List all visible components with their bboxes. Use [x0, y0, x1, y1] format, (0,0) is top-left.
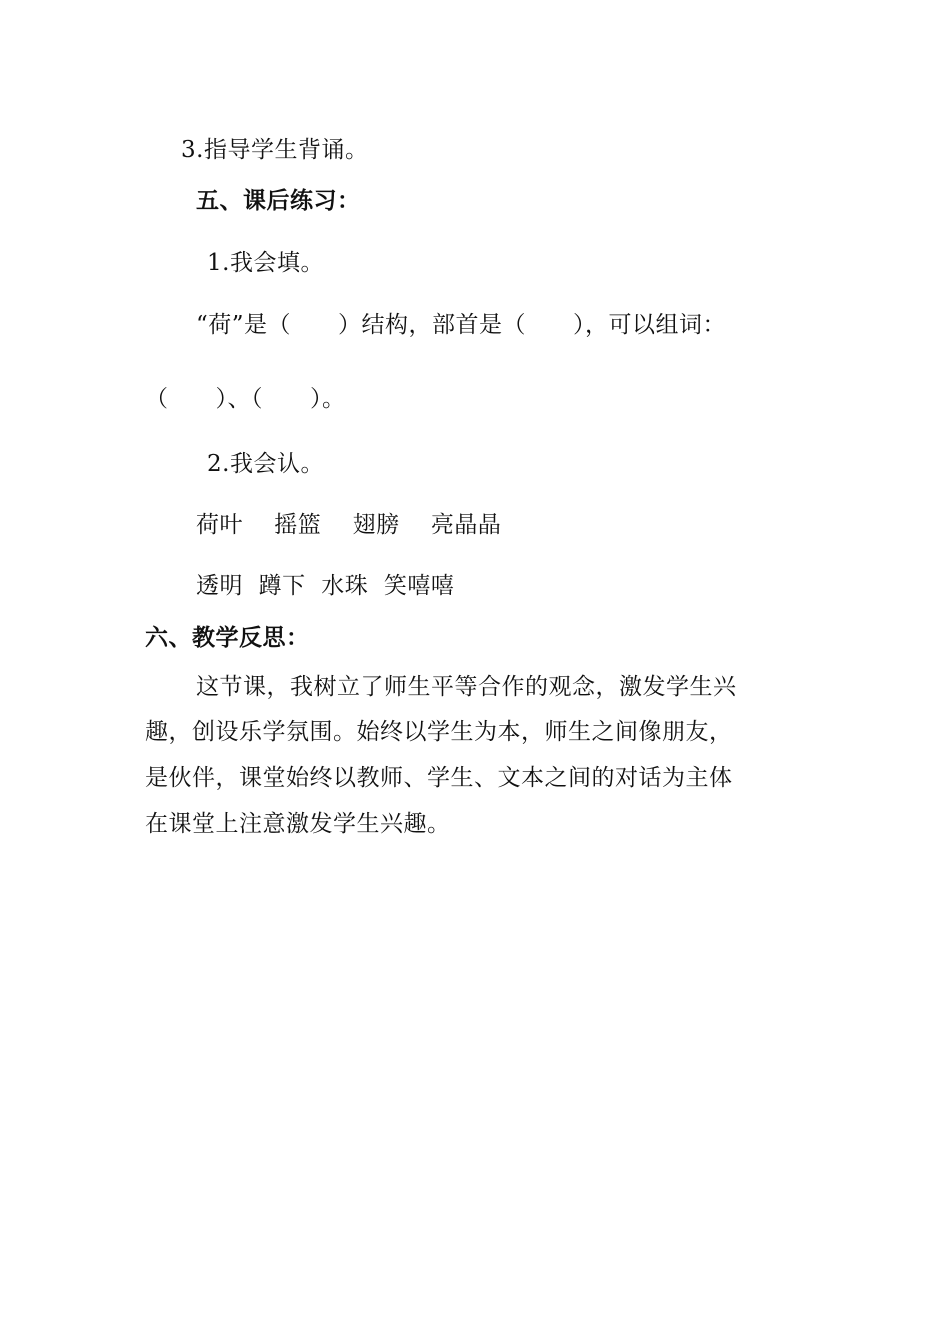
exercise-1-line-1: “荷”是（ ）结构，部首是（ ），可以组词：: [196, 312, 727, 338]
words-row-1: 荷叶 摇篮 翅膀 亮晶晶: [196, 512, 502, 538]
words-row-2: 透明 蹲下 水珠 笑嘻嘻: [196, 573, 455, 599]
exercise-1-title: 1.我会填。: [207, 250, 324, 276]
section-6-heading: 六、教学反思：: [145, 624, 310, 651]
reflection-line-1: 这节课，我树立了师生平等合作的观念，激发学生兴: [196, 674, 737, 700]
reflection-line-2: 趣，创设乐学氛围。始终以学生为本，师生之间像朋友，: [145, 719, 733, 745]
reflection-line-3: 是伙伴，课堂始终以教师、学生、文本之间的对话为主体: [145, 765, 733, 791]
exercise-2-title: 2.我会认。: [207, 451, 324, 477]
section-5-heading: 五、课后练习：: [196, 187, 361, 214]
step-3-text: 3.指导学生背诵。: [181, 137, 369, 163]
exercise-1-line-2: （ ）、（ ）。: [145, 386, 346, 412]
reflection-line-4: 在课堂上注意激发学生兴趣。: [145, 811, 451, 837]
